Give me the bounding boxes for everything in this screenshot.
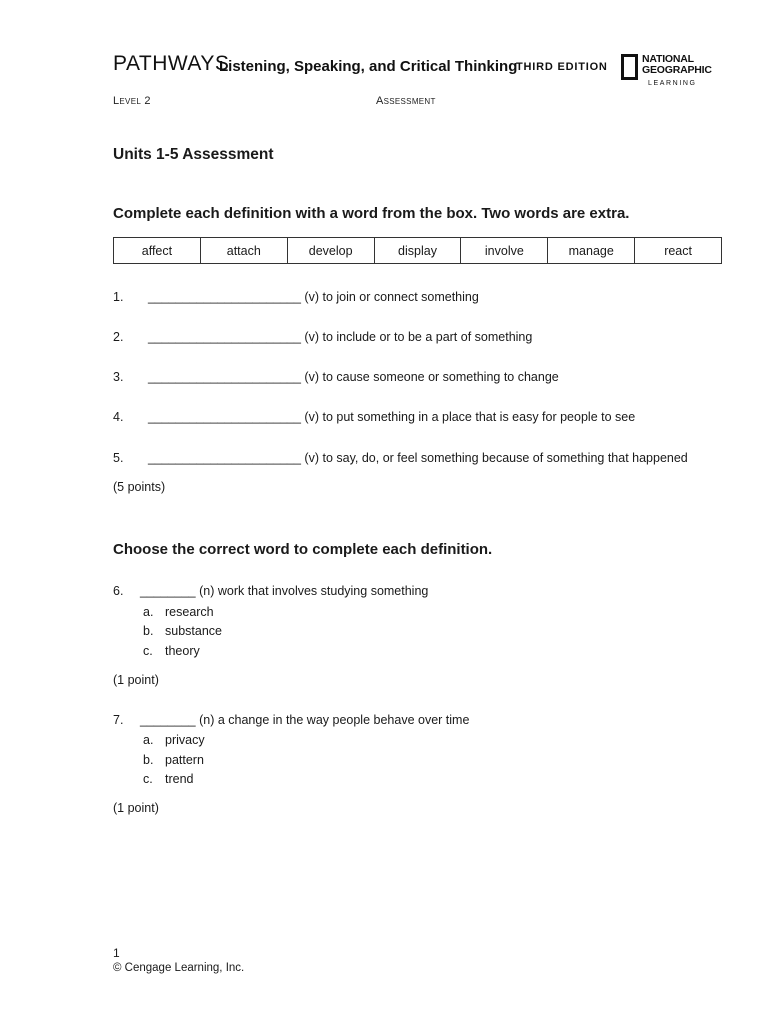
word-box-cell: involve bbox=[461, 238, 548, 263]
word-box-cell: affect bbox=[114, 238, 201, 263]
definition-item bbox=[113, 330, 532, 344]
answer-blank[interactable]: ______________________ bbox=[148, 451, 301, 465]
option-text: trend bbox=[165, 772, 194, 786]
question-number: 7. bbox=[113, 713, 124, 727]
definition-item bbox=[113, 370, 559, 384]
answer-blank[interactable]: ______________________ bbox=[148, 290, 301, 304]
item-number: 4. bbox=[113, 410, 124, 424]
question-text: ________ (n) work that involves studying something bbox=[140, 584, 429, 598]
answer-blank[interactable]: ______________________ bbox=[148, 370, 301, 384]
answer-option[interactable] bbox=[143, 753, 204, 767]
logo-learning: LEARNING bbox=[648, 80, 697, 87]
answer-blank[interactable]: ______________________ bbox=[148, 330, 301, 344]
option-text: substance bbox=[165, 624, 222, 638]
item-definition: (v) to say, do, or feel something because of something that happened bbox=[300, 451, 688, 465]
answer-blank[interactable]: ______________________ bbox=[148, 410, 301, 424]
item-definition: (v) to join or connect something bbox=[300, 290, 479, 304]
definition-item bbox=[113, 451, 688, 465]
item-number: 1. bbox=[113, 290, 124, 304]
points-label: (1 point) bbox=[113, 801, 159, 815]
option-letter: c. bbox=[143, 644, 153, 658]
page-title: Units 1-5 Assessment bbox=[113, 146, 274, 163]
option-letter: c. bbox=[143, 772, 153, 786]
definition-item bbox=[113, 290, 479, 304]
item-definition: (v) to put something in a place that is easy for people to see bbox=[300, 410, 636, 424]
option-letter: a. bbox=[143, 605, 154, 619]
word-box bbox=[113, 237, 722, 264]
item-number: 3. bbox=[113, 370, 124, 384]
part1-instruction: Complete each definition with a word from the box. Two words are extra. bbox=[113, 205, 630, 222]
answer-option[interactable] bbox=[143, 772, 194, 786]
option-text: privacy bbox=[165, 733, 205, 747]
option-letter: b. bbox=[143, 624, 154, 638]
question-stem bbox=[113, 584, 428, 598]
question-text: ________ (n) a change in the way people behave over time bbox=[140, 713, 470, 727]
national-geographic-logo bbox=[621, 54, 719, 90]
word-box-cell: manage bbox=[548, 238, 635, 263]
points-label: (1 point) bbox=[113, 673, 159, 687]
item-definition: (v) to include or to be a part of something bbox=[300, 330, 533, 344]
answer-option[interactable] bbox=[143, 733, 205, 747]
yellow-border-icon bbox=[621, 54, 638, 80]
page-number: 1 bbox=[113, 946, 120, 960]
question-stem bbox=[113, 713, 469, 727]
item-number: 2. bbox=[113, 330, 124, 344]
edition-label: THIRD EDITION bbox=[516, 61, 608, 73]
logo-text: NATIONAL GEOGRAPHIC bbox=[642, 53, 712, 76]
option-text: research bbox=[165, 605, 214, 619]
option-letter: b. bbox=[143, 753, 154, 767]
answer-option[interactable] bbox=[143, 624, 222, 638]
points-label: (5 points) bbox=[113, 480, 166, 494]
level-label: Level 2 bbox=[113, 95, 151, 107]
option-letter: a. bbox=[143, 733, 154, 747]
definition-item bbox=[113, 410, 635, 424]
word-box-cell: display bbox=[375, 238, 462, 263]
brand-name: PATHWAYS bbox=[113, 52, 230, 75]
answer-option[interactable] bbox=[143, 644, 200, 658]
part2-instruction: Choose the correct word to complete each definition. bbox=[113, 541, 493, 558]
question-number: 6. bbox=[113, 584, 124, 598]
word-box-cell: react bbox=[664, 243, 692, 258]
option-text: pattern bbox=[165, 753, 204, 767]
copyright-notice: © Cengage Learning, Inc. bbox=[113, 962, 245, 974]
word-box-cell: attach bbox=[201, 238, 288, 263]
item-number: 5. bbox=[113, 451, 124, 465]
word-box-cell: develop bbox=[288, 238, 375, 263]
item-definition: (v) to cause someone or something to change bbox=[300, 370, 559, 384]
series-subtitle: Listening, Speaking, and Critical Thinking bbox=[219, 58, 518, 75]
option-text: theory bbox=[165, 644, 200, 658]
section-label: Assessment bbox=[376, 95, 436, 107]
answer-option[interactable] bbox=[143, 605, 214, 619]
